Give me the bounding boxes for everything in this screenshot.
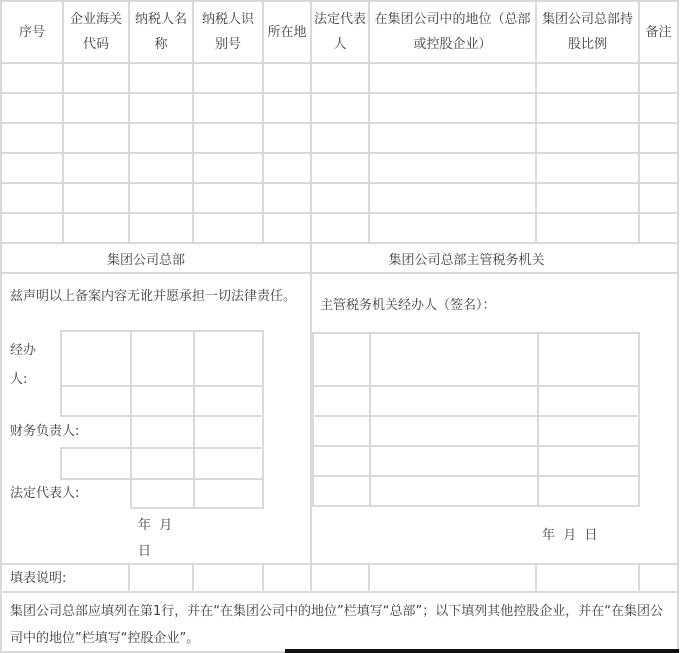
table-cell-empty — [194, 124, 262, 152]
signature-cell — [537, 332, 640, 387]
signature-cell — [312, 385, 371, 417]
table-cell-empty — [640, 94, 677, 122]
table-cell-empty — [264, 94, 310, 122]
table-cell-empty — [640, 124, 677, 152]
signature-cell — [312, 415, 371, 447]
table-cell-empty — [264, 184, 310, 212]
table-cell-empty — [312, 214, 368, 242]
table-cell-empty — [194, 154, 262, 182]
table-cell-empty — [370, 214, 535, 242]
signature-cell — [60, 447, 132, 480]
table-row — [2, 94, 677, 122]
declaration-text: 兹声明以上备案内容无讹并愿承担一切法律责任。 — [10, 289, 297, 304]
instructions-row — [2, 565, 677, 591]
signature-cell — [130, 478, 195, 509]
table-cell-empty — [2, 154, 62, 182]
tax-authority-panel — [312, 274, 677, 563]
table-cell-empty — [312, 565, 368, 591]
signature-cell — [312, 475, 371, 507]
tax-officer-signature-label: 主管税务机关经办人（签名）： — [320, 298, 496, 313]
table-cell-empty — [130, 184, 192, 212]
signature-cell — [193, 415, 264, 449]
table-cell-empty — [64, 124, 128, 152]
table-cell-empty — [640, 154, 677, 182]
table-row — [2, 184, 677, 212]
signature-cell — [369, 475, 539, 507]
table-cell-empty — [640, 565, 677, 591]
table-cell-empty — [537, 214, 638, 242]
table-cell-empty — [537, 154, 638, 182]
table-cell-empty — [64, 94, 128, 122]
table-cell-empty — [370, 94, 535, 122]
signature-cell — [130, 330, 195, 387]
table-cell-empty — [264, 214, 310, 242]
table-cell-empty — [370, 154, 535, 182]
signature-cell — [369, 385, 539, 417]
table-cell-empty — [312, 64, 368, 92]
table-cell-empty — [130, 94, 192, 122]
table-cell-empty — [264, 124, 310, 152]
signature-cell — [537, 475, 640, 507]
table-cell-empty — [2, 94, 62, 122]
table-cell-empty — [2, 184, 62, 212]
table-header-row — [2, 2, 677, 62]
signature-cell — [130, 447, 195, 480]
table-cell-empty — [537, 94, 638, 122]
hq-declaration-panel — [2, 274, 310, 563]
signature-cell — [193, 385, 264, 417]
signature-cell — [60, 330, 132, 387]
signature-cell — [130, 415, 195, 449]
table-cell-empty — [640, 64, 677, 92]
table-cell-empty — [130, 154, 192, 182]
table-cell-empty — [194, 184, 262, 212]
table-cell-empty — [194, 94, 262, 122]
table-cell-empty — [537, 124, 638, 152]
table-cell-empty — [370, 124, 535, 152]
instructions-note: 集团公司总部应填列在第1行，并在“在集团公司中的地位”栏填写“总部”；以下填列其他控股企业，并在“在集团公司中的地位”栏填写“控股企业”。 — [2, 593, 677, 651]
signature-cell — [369, 445, 539, 477]
signature-cell — [312, 332, 371, 387]
table-cell-empty — [312, 184, 368, 212]
finance-officer-label: 财务负责人: — [10, 424, 80, 439]
table-cell-empty — [2, 214, 62, 242]
date-year-month-day-label: 年 月 日 — [542, 528, 598, 543]
signature-section — [2, 274, 677, 563]
header-remarks: 备注 — [640, 2, 677, 62]
instructions-label: 填表说明: — [2, 565, 128, 591]
table-cell-empty — [130, 214, 192, 242]
signature-cell — [130, 385, 195, 417]
table-cell-empty — [312, 94, 368, 122]
date-year-month-label: 年 月 — [138, 518, 173, 533]
table-row — [2, 64, 677, 92]
date-day-label: 日 — [138, 544, 152, 559]
table-row — [2, 154, 677, 182]
header-hq-shareholding: 集团公司总部持股比例 — [537, 2, 638, 62]
table-cell-empty — [537, 565, 638, 591]
table-cell-empty — [370, 565, 535, 591]
table-cell-empty — [64, 64, 128, 92]
header-legal-representative: 法定代表人 — [312, 2, 368, 62]
table-cell-empty — [194, 214, 262, 242]
signature-cell — [369, 415, 539, 447]
table-cell-empty — [312, 124, 368, 152]
signature-cell — [312, 445, 371, 477]
section-title-row — [2, 244, 677, 272]
table-cell-empty — [640, 184, 677, 212]
section-title-tax-authority: 集团公司总部主管税务机关 — [312, 244, 677, 272]
table-row — [2, 214, 677, 242]
agent-label: 经办人: — [10, 343, 37, 387]
table-cell-empty — [2, 124, 62, 152]
table-cell-empty — [264, 154, 310, 182]
table-cell-empty — [370, 184, 535, 212]
signature-cell — [193, 447, 264, 480]
table-cell-empty — [312, 154, 368, 182]
section-title-hq: 集团公司总部 — [2, 244, 310, 272]
signature-cell — [193, 478, 264, 509]
table-cell-empty — [130, 64, 192, 92]
table-cell-empty — [64, 214, 128, 242]
table-cell-empty — [537, 64, 638, 92]
signature-cell — [537, 385, 640, 417]
table-cell-empty — [130, 124, 192, 152]
bottom-edge-bar — [285, 649, 679, 653]
signature-cell — [60, 385, 132, 417]
table-cell-empty — [64, 184, 128, 212]
table-cell-empty — [264, 565, 310, 591]
header-group-position: 在集团公司中的地位（总部或控股企业） — [370, 2, 535, 62]
header-serial-number: 序号 — [2, 2, 62, 62]
table-cell-empty — [264, 64, 310, 92]
table-cell-empty — [64, 154, 128, 182]
header-taxpayer-id: 纳税人识别号 — [194, 2, 262, 62]
table-cell-empty — [194, 565, 262, 591]
table-cell-empty — [194, 64, 262, 92]
legal-representative-label: 法定代表人: — [10, 486, 80, 501]
header-customs-code: 企业海关代码 — [64, 2, 128, 62]
table-cell-empty — [640, 214, 677, 242]
table-cell-empty — [2, 64, 62, 92]
signature-cell — [537, 415, 640, 447]
header-taxpayer-name: 纳税人名称 — [130, 2, 192, 62]
signature-cell — [537, 445, 640, 477]
header-location: 所在地 — [264, 2, 310, 62]
table-cell-empty — [537, 184, 638, 212]
table-cell-empty — [130, 565, 192, 591]
table-row — [2, 124, 677, 152]
signature-cell — [369, 332, 539, 387]
signature-cell — [193, 330, 264, 387]
table-cell-empty — [370, 64, 535, 92]
